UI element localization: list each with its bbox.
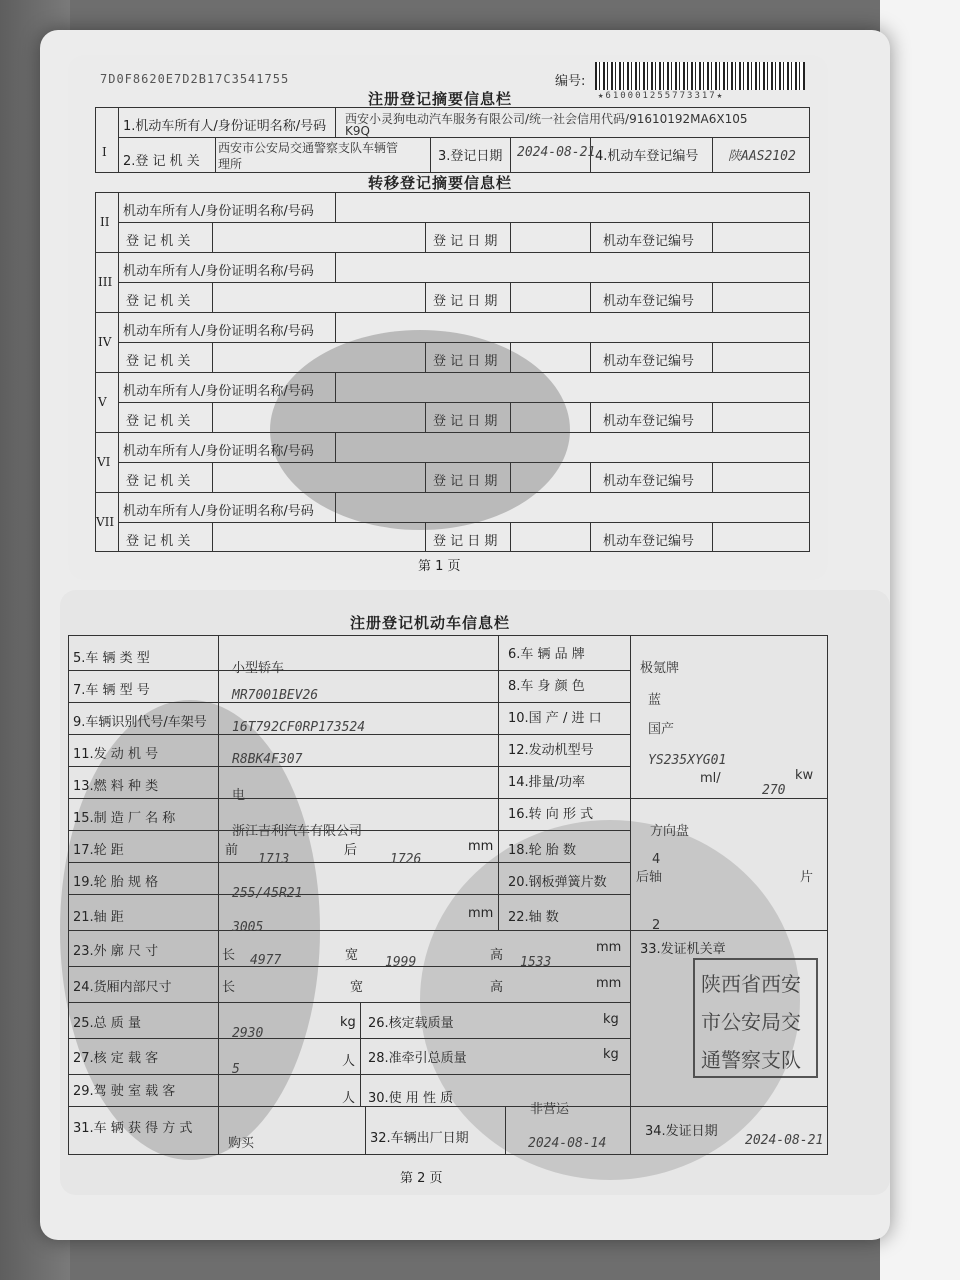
gross-mass-value: 2930 [232, 1026, 264, 1041]
length-value: 4977 [250, 953, 282, 968]
passenger-capacity-label: 27.核 定 载 客 [73, 1051, 159, 1066]
transfer-regno-label: 机动车登记编号 [603, 474, 695, 489]
register-date-value: 2024-08-21 [517, 145, 596, 160]
width-label: 宽 [350, 980, 364, 995]
transfer-regno-label: 机动车登记编号 [603, 414, 695, 429]
vehicle-type-value: 小型轿车 [232, 661, 285, 676]
transfer-authority-label: 登 记 机 关 [126, 294, 191, 309]
acquisition-method-value: 购买 [228, 1136, 255, 1151]
wheelbase-value: 3005 [232, 920, 264, 935]
roman-numeral: VII [96, 515, 115, 529]
width-value: 1999 [385, 955, 417, 970]
length-label: 长 [222, 980, 236, 995]
transfer-authority-label: 登 记 机 关 [126, 234, 191, 249]
transfer-authority-label: 登 记 机 关 [126, 354, 191, 369]
engine-model-value: YS235XYG01 [648, 753, 727, 768]
vin-value: 16T792CF0RP173524 [232, 720, 366, 735]
barcode-number: ★610001255773317★ [598, 91, 725, 101]
manufacturer-value: 浙江吉利汽车有限公司 [232, 824, 363, 839]
roman-numeral: I [102, 145, 107, 159]
transfer-authority-label: 登 记 机 关 [126, 534, 191, 549]
issue-date-label: 34.发证日期 [645, 1124, 718, 1139]
unit-person: 人 [342, 1054, 356, 1069]
fuel-type-label: 13.燃 料 种 类 [73, 779, 159, 794]
passenger-capacity-value: 5 [232, 1062, 240, 1077]
transfer-regno-label: 机动车登记编号 [603, 234, 695, 249]
fuel-type-value: 电 [232, 788, 246, 803]
wheelbase-label: 21.轴 距 [73, 910, 124, 925]
transfer-owner-label: 机动车所有人/身份证明名称/号码 [123, 324, 314, 339]
authority-value: 西安市公安局交通警察支队车辆管 [218, 141, 399, 155]
height-label: 高 [490, 980, 504, 995]
police-seal-stamp: 陕西省西安 市公安局交 通警察支队 [693, 958, 818, 1078]
track-label: 17.轮 距 [73, 843, 124, 858]
unit-kg: kg [603, 1047, 619, 1062]
vehicle-brand-value: 极氪牌 [640, 661, 680, 676]
transfer-owner-label: 机动车所有人/身份证明名称/号码 [123, 264, 314, 279]
roman-numeral: VI [97, 455, 111, 469]
axle-count-label: 22.轴 数 [508, 910, 559, 925]
body-color-value: 蓝 [648, 693, 662, 708]
acquisition-method-label: 31.车 辆 获 得 方 式 [73, 1121, 193, 1136]
transfer-date-label: 登 记 日 期 [433, 294, 498, 309]
authority-value-cont: 理所 [218, 157, 243, 171]
barcode [595, 62, 805, 90]
paper-background [880, 0, 960, 1280]
cargo-dimensions-label: 24.货厢内部尺寸 [73, 980, 172, 995]
roman-numeral: III [98, 275, 113, 289]
rated-load-label: 26.核定载质量 [368, 1016, 454, 1031]
vehicle-model-value: MR7001BEV26 [232, 688, 319, 703]
shadow-overlay [60, 700, 320, 1160]
engine-number-value: R8BK4F307 [232, 752, 303, 767]
roman-numeral: V [98, 395, 107, 409]
roman-numeral: IV [98, 335, 112, 349]
transfer-date-label: 登 记 日 期 [433, 414, 498, 429]
owner-value-cont: K9Q [345, 124, 370, 138]
transfer-date-label: 登 记 日 期 [433, 534, 498, 549]
vin-label: 9.车辆识别代号/车架号 [73, 715, 207, 730]
tire-count-value: 4 [652, 852, 661, 867]
owner-value: 西安小灵狗电动汽车服务有限公司/统一社会信用代码/91610192MA6X105 [345, 112, 748, 126]
document-serial: 7D0F8620E7D2B17C3541755 [100, 72, 290, 86]
unit-mm: mm [596, 940, 622, 955]
unit-pian: 片 [800, 870, 814, 885]
width-label: 宽 [345, 948, 359, 963]
unit-ml: ml/ [700, 771, 721, 786]
steering-value: 方向盘 [650, 824, 690, 839]
page-number: 第 2 页 [400, 1171, 443, 1186]
number-label: 编号: [555, 74, 586, 89]
roman-numeral: II [100, 215, 110, 229]
vehicle-type-label: 5.车 辆 类 型 [73, 651, 150, 666]
transfer-summary-title: 转移登记摘要信息栏 [368, 174, 513, 192]
transfer-regno-label: 机动车登记编号 [603, 534, 695, 549]
transfer-regno-label: 机动车登记编号 [603, 354, 695, 369]
transfer-date-label: 登 记 日 期 [433, 234, 498, 249]
height-value: 1533 [520, 955, 552, 970]
rear-label: 后 [344, 843, 358, 858]
vehicle-info-title: 注册登记机动车信息栏 [350, 614, 511, 632]
cab-capacity-label: 29.驾 驶 室 载 客 [73, 1084, 176, 1099]
manufacture-date-label: 32.车辆出厂日期 [370, 1131, 469, 1146]
origin-label: 10.国 产 / 进 口 [508, 711, 602, 726]
engine-model-label: 12.发动机型号 [508, 743, 594, 758]
tire-spec-label: 19.轮 胎 规 格 [73, 875, 159, 890]
reg-number-value: 陕AAS2102 [728, 149, 796, 164]
origin-value: 国产 [648, 722, 675, 737]
owner-label: 1.机动车所有人/身份证明名称/号码 [123, 119, 327, 134]
shadow-overlay [270, 330, 570, 530]
unit-kg: kg [340, 1015, 356, 1030]
unit-mm: mm [596, 976, 622, 991]
transfer-authority-label: 登 记 机 关 [126, 474, 191, 489]
reg-number-label: 4.机动车登记编号 [595, 149, 699, 164]
length-label: 长 [222, 948, 236, 963]
register-date-label: 3.登记日期 [438, 149, 503, 164]
transfer-owner-label: 机动车所有人/身份证明名称/号码 [123, 384, 314, 399]
transfer-authority-label: 登 记 机 关 [126, 414, 191, 429]
register-summary-title: 注册登记摘要信息栏 [368, 90, 513, 108]
front-track-value: 1713 [258, 852, 290, 867]
dimensions-label: 23.外 廓 尺 寸 [73, 944, 159, 959]
steering-label: 16.转 向 形 式 [508, 807, 594, 822]
transfer-date-label: 登 记 日 期 [433, 474, 498, 489]
vehicle-brand-label: 6.车 辆 品 牌 [508, 647, 585, 662]
issuing-authority-seal-label: 33.发证机关章 [640, 942, 726, 957]
transfer-owner-label: 机动车所有人/身份证明名称/号码 [123, 504, 314, 519]
displacement-power-label: 14.排量/功率 [508, 775, 586, 790]
body-color-label: 8.车 身 颜 色 [508, 679, 585, 694]
leaf-spring-label: 20.钢板弹簧片数 [508, 875, 607, 890]
shadow-overlay [420, 820, 800, 1180]
tire-count-label: 18.轮 胎 数 [508, 843, 576, 858]
tire-spec-value: 255/45R21 [232, 886, 303, 901]
manufacturer-label: 15.制 造 厂 名 称 [73, 811, 176, 826]
use-nature-value: 非营运 [530, 1102, 570, 1117]
engine-number-label: 11.发 动 机 号 [73, 747, 159, 762]
vehicle-model-label: 7.车 辆 型 号 [73, 683, 150, 698]
towing-mass-label: 28.准牵引总质量 [368, 1051, 467, 1066]
page-number: 第 1 页 [418, 559, 461, 574]
unit-kw: kw [795, 768, 814, 783]
axle-count-value: 2 [652, 918, 661, 933]
height-label: 高 [490, 948, 504, 963]
transfer-owner-label: 机动车所有人/身份证明名称/号码 [123, 204, 314, 219]
transfer-regno-label: 机动车登记编号 [603, 294, 695, 309]
unit-mm: mm [468, 906, 494, 921]
rear-track-value: 1726 [390, 852, 422, 867]
transfer-owner-label: 机动车所有人/身份证明名称/号码 [123, 444, 314, 459]
gross-mass-label: 25.总 质 量 [73, 1016, 141, 1031]
authority-label: 2.登 记 机 关 [123, 154, 200, 169]
manufacture-date-value: 2024-08-14 [528, 1136, 607, 1151]
issue-date-value: 2024-08-21 [745, 1133, 824, 1148]
rear-axle-label: 后轴 [636, 870, 663, 885]
transfer-date-label: 登 记 日 期 [433, 354, 498, 369]
front-label: 前 [225, 843, 239, 858]
power-value: 270 [762, 783, 786, 798]
unit-person: 人 [342, 1091, 356, 1106]
unit-mm: mm [468, 839, 494, 854]
use-nature-label: 30.使 用 性 质 [368, 1091, 454, 1106]
unit-kg: kg [603, 1012, 619, 1027]
